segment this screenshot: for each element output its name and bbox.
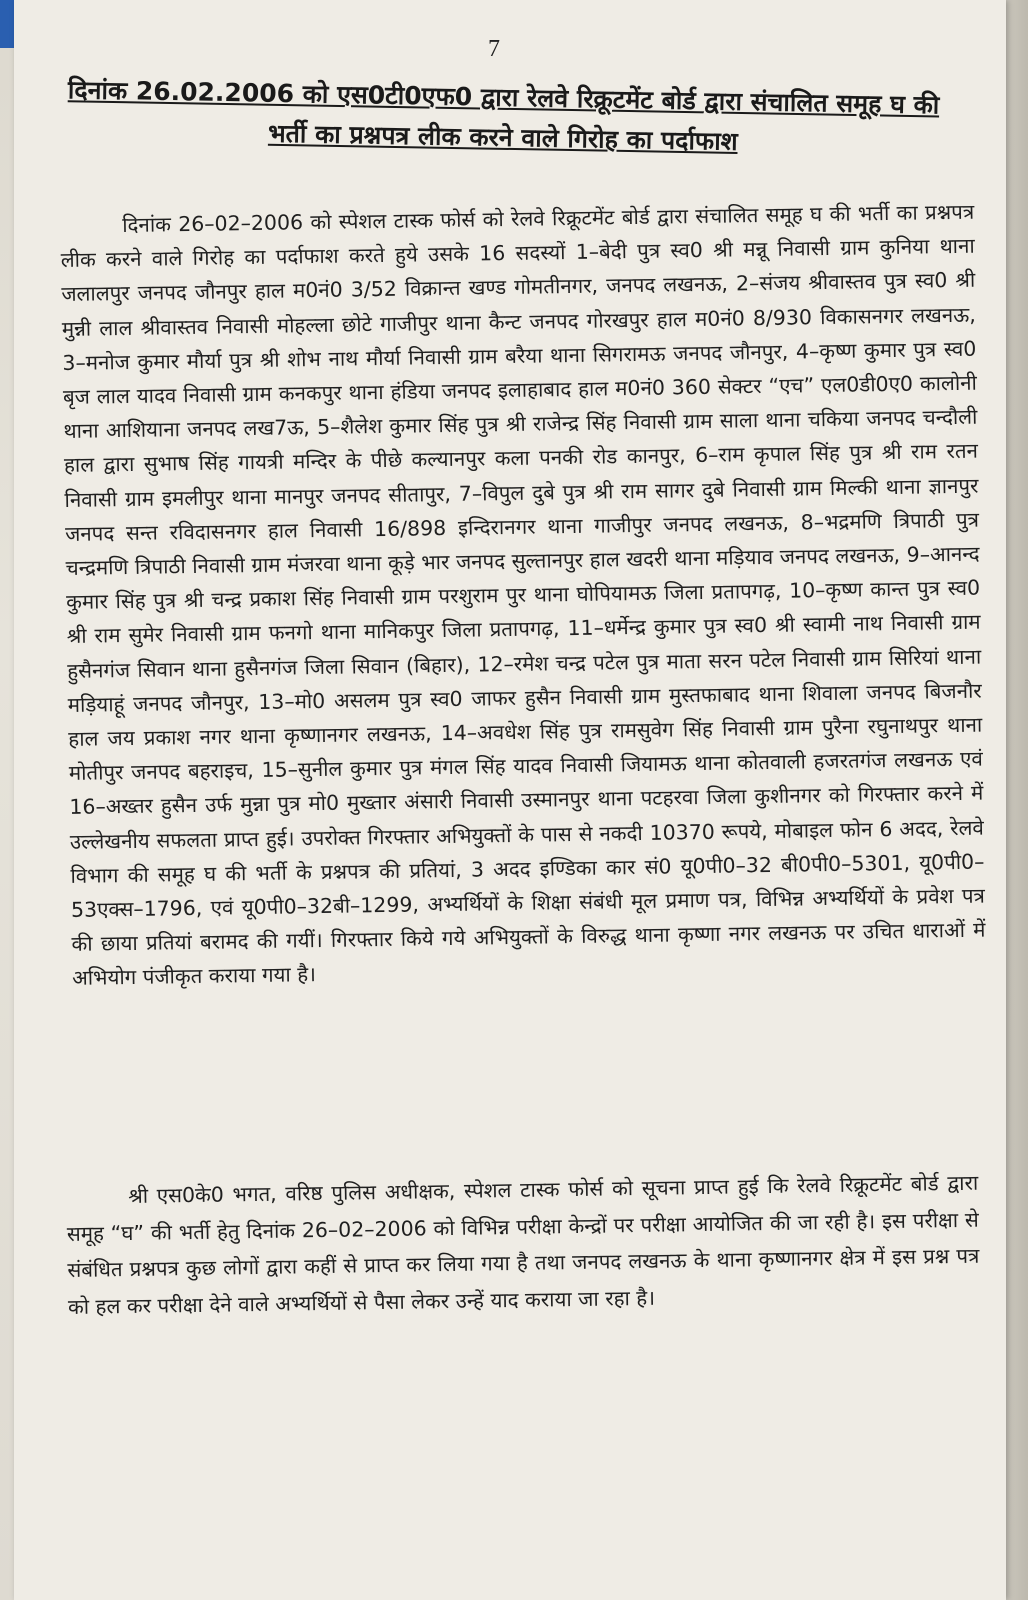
paragraph-information-received: श्री एस0के0 भगत, वरिष्ठ पुलिस अधीक्षक, स्पेशल टास्क फोर्स को सूचना प्राप्त हुई कि रेलवे रिक्रूटमेंट बोर्ड द्वारा समूह “घ” की भर्ती हेतु दिनांक 26–02–2006 को विभिन्न परीक्षा केन्द्रों पर परीक्षा आयोजित की जा रही है। इस परीक्षा से संबंधित प्रश्नपत्र कुछ लोगों द्वारा कहीं से प्राप्त कर लिया गया है तथा जनपद लखनऊ के थाना कृष्णानगर क्षेत्र में इस प्रश्न पत्र को हल कर परीक्षा देने वाले अभ्यर्थियों से पैसा लेकर उन्हें याद कराया जा रहा है। (66, 1170, 980, 1318)
document-heading: दिनांक 26.02.2006 को एस0टी0एफ0 द्वारा रेलवे रिक्रूटमेंट बोर्ड द्वारा संचालित समूह घ की भर्ती का प्रश्नपत्र लीक करने वाले गिरोह का पर्दाफाश (67, 75, 940, 156)
document-page (14, 0, 1006, 1600)
paragraph-arrest-details: दिनांक 26–02–2006 को स्पेशल टास्क फोर्स को रेलवे रिक्रूटमेंट बोर्ड द्वारा संचालित समूह घ की भर्ती का प्रश्नपत्र लीक करने वाले गिरोह का पर्दाफाश करते हुये उसके 16 सदस्यों 1–बेदी पुत्र स्व0 श्री मन्नू निवासी ग्राम कुनिया थाना जलालपुर जनपद जौनपुर हाल म0नं0 3/52 विक्रान्त खण्ड गोमतीनगर, जनपद लखनऊ, 2–संजय श्रीवास्तव पुत्र स्व0 श्री मुन्नी लाल श्रीवास्तव निवासी मोहल्ला छोटे गाजीपुर थाना कैन्ट जनपद गोरखपुर हाल म0नं0 8/930 विकासनगर लखनऊ, 3–मनोज कुमार मौर्या पुत्र श्री शोभ नाथ मौर्या निवासी ग्राम बरैया थाना सिगरामऊ जनपद जौनपुर, 4–कृष्ण कुमार पुत्र स्व0 बृज लाल यादव निवासी ग्राम कनकपुर थाना हंडिया जनपद इलाहाबाद हाल म0नं0 360 सेक्टर “एच” एल0डी0ए0 कालोनी थाना आशियाना जनपद लख7ऊ, 5–शैलेश कुमार सिंह पुत्र श्री राजेन्द्र सिंह निवासी ग्राम साला थाना चकिया जनपद चन्दौली हाल द्वारा सुभाष सिंह गायत्री मन्दिर के पीछे कल्यानपुर कला पनकी रोड कानपुर, 6–राम कृपाल सिंह पुत्र श्री राम रतन निवासी ग्राम इमलीपुर थाना मानपुर जनपद सीतापुर, 7–विपुल दुबे पुत्र श्री राम सागर दुबे निवासी ग्राम मिल्की थाना ज्ञानपुर जनपद सन्त रविदासनगर हाल निवासी 16/898 इन्दिरानगर थाना गाजीपुर जनपद लखनऊ, 8–भद्रमणि त्रिपाठी पुत्र चन्द्रमणि त्रिपाठी निवासी ग्राम मंजरवा थाना कूड़े भार जनपद सुल्तानपुर हाल खदरी थाना मड़ियाव जनपद लखनऊ, 9–आनन्द कुमार सिंह पुत्र श्री चन्द्र प्रकाश सिंह निवासी ग्राम परशुराम पुर थाना घोपियामऊ जिला प्रतापगढ़, 10–कृष्ण कान्त पुत्र स्व0 श्री राम सुमेर निवासी ग्राम फनगो थाना मानिकपुर जिला प्रतापगढ़, 11–धर्मेन्द्र कुमार पुत्र स्व0 श्री स्वामी नाथ निवासी ग्राम हुसैनगंज सिवान थाना हुसैनगंज जिला सिवान (बिहार), 12–रमेश चन्द्र पटेल पुत्र माता सरन पटेल निवासी ग्राम सिरियां थाना मड़ियाहूं जनपद जौनपुर, 13–मो0 असलम पुत्र स्व0 जाफर हुसैन निवासी ग्राम मुस्तफाबाद थाना शिवाला जनपद बिजनौर हाल जय प्रकाश नगर थाना कृष्णानगर लखनऊ, 14–अवधेश सिंह पुत्र रामसुवेग सिंह निवासी ग्राम पुरैना रघुनाथपुर थाना मोतीपुर जनपद बहराइच, 15–सुनील कुमार पुत्र मंगल सिंह यादव निवासी जियामऊ थाना कोतवाली हजरतगंज लखनऊ एवं 16–अख्तर हुसैन उर्फ मुन्ना पुत्र मो0 मुख्तार अंसारी निवासी उस्मानपुर थाना पटहरवा जिला कुशीनगर को गिरफ्तार करने में उल्लेखनीय सफलता प्राप्त हुई। उपरोक्त गिरफ्तार अभियुक्तों के पास से नकदी 10370 रूपये, मोबाइल फोन 6 अदद, रेलवे विभाग की समूह घ की भर्ती के प्रश्नपत्र की प्रतियां, 3 अदद इण्डिका कार सं0 यू0पी0–32 बी0पी0–5301, यू0पी0–53एक्स–1796, एवं यू0पी0–32बी–1299, अभ्यर्थियों के शिक्षा संबंधी मूल प्रमाण पत्र, विभिन्न अभ्यर्थियों के प्रवेश पत्र की छाया प्रतियां बरामद की गयीं। गिरफ्तार किये गये अभियुक्तों के विरुद्ध थाना कृष्णा नगर लखनऊ पर उचित धाराओं में अभियोग पंजीकृत कराया गया है। (60, 199, 986, 990)
page-number: 7 (488, 36, 500, 62)
